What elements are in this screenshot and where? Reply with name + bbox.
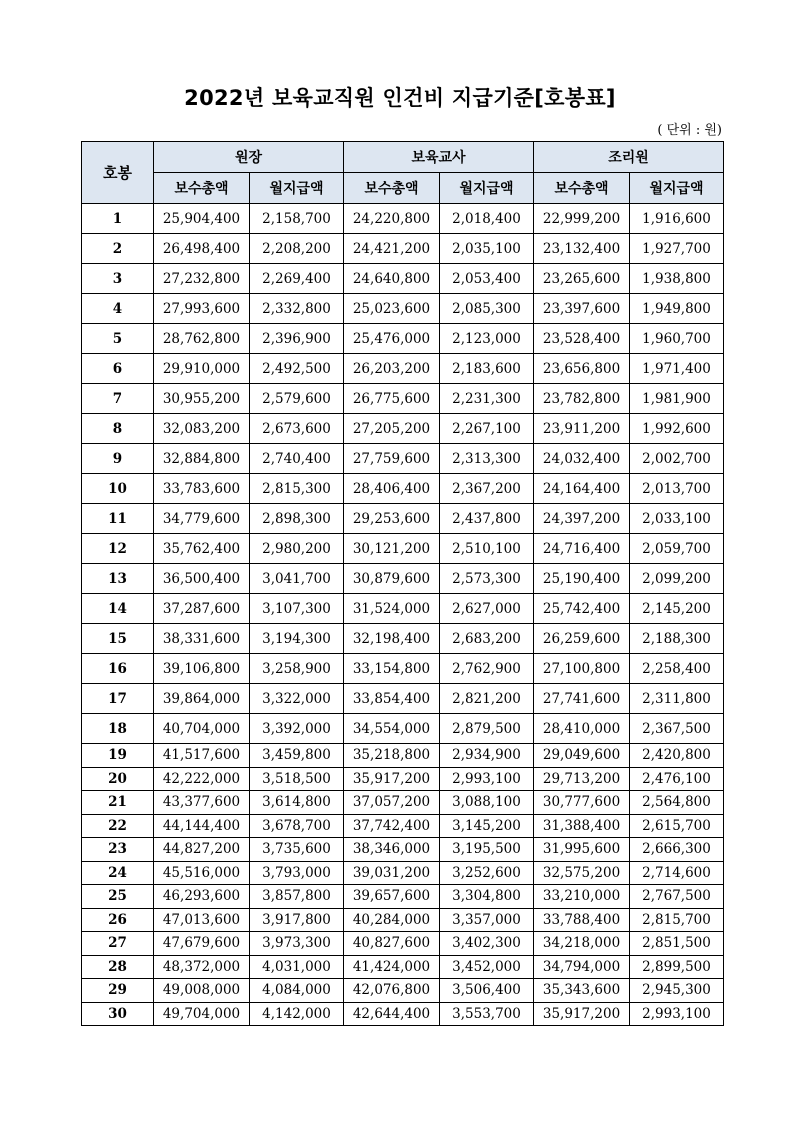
annual-total-cell: 27,741,600 bbox=[534, 684, 630, 714]
header-annual-total: 보수총액 bbox=[154, 173, 250, 204]
step-number-cell: 9 bbox=[82, 444, 154, 474]
monthly-pay-cell: 3,917,800 bbox=[250, 908, 344, 932]
step-number-cell: 5 bbox=[82, 324, 154, 354]
annual-total-cell: 27,232,800 bbox=[154, 264, 250, 294]
table-row bbox=[82, 1002, 724, 1026]
monthly-pay-cell: 2,673,600 bbox=[250, 414, 344, 444]
annual-total-cell: 32,083,200 bbox=[154, 414, 250, 444]
annual-total-cell: 30,879,600 bbox=[344, 564, 440, 594]
monthly-pay-cell: 2,269,400 bbox=[250, 264, 344, 294]
annual-total-cell: 26,498,400 bbox=[154, 234, 250, 264]
table-row bbox=[82, 814, 724, 838]
monthly-pay-cell: 2,683,200 bbox=[440, 624, 534, 654]
salary-step-table bbox=[81, 141, 724, 1026]
table-row bbox=[82, 684, 724, 714]
annual-total-cell: 44,144,400 bbox=[154, 814, 250, 838]
monthly-pay-cell: 3,194,300 bbox=[250, 624, 344, 654]
monthly-pay-cell: 1,938,800 bbox=[630, 264, 724, 294]
monthly-pay-cell: 2,851,500 bbox=[630, 932, 724, 956]
table-row bbox=[82, 767, 724, 791]
step-number-cell: 17 bbox=[82, 684, 154, 714]
monthly-pay-cell: 3,145,200 bbox=[440, 814, 534, 838]
monthly-pay-cell: 2,367,500 bbox=[630, 714, 724, 744]
monthly-pay-cell: 2,059,700 bbox=[630, 534, 724, 564]
monthly-pay-cell: 3,252,600 bbox=[440, 861, 534, 885]
monthly-pay-cell: 2,311,800 bbox=[630, 684, 724, 714]
monthly-pay-cell: 2,085,300 bbox=[440, 294, 534, 324]
monthly-pay-cell: 2,267,100 bbox=[440, 414, 534, 444]
table-row bbox=[82, 444, 724, 474]
monthly-pay-cell: 2,767,500 bbox=[630, 885, 724, 909]
step-number-cell: 6 bbox=[82, 354, 154, 384]
monthly-pay-cell: 2,183,600 bbox=[440, 354, 534, 384]
monthly-pay-cell: 2,145,200 bbox=[630, 594, 724, 624]
monthly-pay-cell: 2,492,500 bbox=[250, 354, 344, 384]
annual-total-cell: 25,742,400 bbox=[534, 594, 630, 624]
header-group-teacher: 보육교사 bbox=[344, 142, 534, 173]
table-row bbox=[82, 594, 724, 624]
annual-total-cell: 26,203,200 bbox=[344, 354, 440, 384]
table-row bbox=[82, 474, 724, 504]
annual-total-cell: 46,293,600 bbox=[154, 885, 250, 909]
monthly-pay-cell: 3,041,700 bbox=[250, 564, 344, 594]
table-row bbox=[82, 354, 724, 384]
monthly-pay-cell: 3,258,900 bbox=[250, 654, 344, 684]
table-row bbox=[82, 294, 724, 324]
monthly-pay-cell: 3,553,700 bbox=[440, 1002, 534, 1026]
monthly-pay-cell: 3,088,100 bbox=[440, 791, 534, 815]
monthly-pay-cell: 2,033,100 bbox=[630, 504, 724, 534]
step-number-cell: 13 bbox=[82, 564, 154, 594]
annual-total-cell: 39,864,000 bbox=[154, 684, 250, 714]
step-number-cell: 18 bbox=[82, 714, 154, 744]
table-row bbox=[82, 955, 724, 979]
annual-total-cell: 23,656,800 bbox=[534, 354, 630, 384]
annual-total-cell: 29,049,600 bbox=[534, 744, 630, 768]
step-number-cell: 4 bbox=[82, 294, 154, 324]
monthly-pay-cell: 2,099,200 bbox=[630, 564, 724, 594]
annual-total-cell: 23,911,200 bbox=[534, 414, 630, 444]
annual-total-cell: 24,640,800 bbox=[344, 264, 440, 294]
table-row bbox=[82, 324, 724, 354]
monthly-pay-cell: 3,614,800 bbox=[250, 791, 344, 815]
annual-total-cell: 47,013,600 bbox=[154, 908, 250, 932]
table-row bbox=[82, 744, 724, 768]
annual-total-cell: 23,132,400 bbox=[534, 234, 630, 264]
monthly-pay-cell: 4,084,000 bbox=[250, 979, 344, 1003]
step-number-cell: 14 bbox=[82, 594, 154, 624]
monthly-pay-cell: 2,313,300 bbox=[440, 444, 534, 474]
table-row bbox=[82, 979, 724, 1003]
annual-total-cell: 48,372,000 bbox=[154, 955, 250, 979]
monthly-pay-cell: 3,678,700 bbox=[250, 814, 344, 838]
monthly-pay-cell: 2,898,300 bbox=[250, 504, 344, 534]
annual-total-cell: 40,827,600 bbox=[344, 932, 440, 956]
monthly-pay-cell: 2,564,800 bbox=[630, 791, 724, 815]
annual-total-cell: 49,704,000 bbox=[154, 1002, 250, 1026]
annual-total-cell: 31,524,000 bbox=[344, 594, 440, 624]
monthly-pay-cell: 2,396,900 bbox=[250, 324, 344, 354]
monthly-pay-cell: 1,927,700 bbox=[630, 234, 724, 264]
monthly-pay-cell: 3,459,800 bbox=[250, 744, 344, 768]
annual-total-cell: 29,910,000 bbox=[154, 354, 250, 384]
annual-total-cell: 34,779,600 bbox=[154, 504, 250, 534]
annual-total-cell: 43,377,600 bbox=[154, 791, 250, 815]
monthly-pay-cell: 3,304,800 bbox=[440, 885, 534, 909]
annual-total-cell: 38,346,000 bbox=[344, 838, 440, 862]
monthly-pay-cell: 2,188,300 bbox=[630, 624, 724, 654]
annual-total-cell: 39,031,200 bbox=[344, 861, 440, 885]
monthly-pay-cell: 3,452,000 bbox=[440, 955, 534, 979]
annual-total-cell: 27,993,600 bbox=[154, 294, 250, 324]
annual-total-cell: 33,210,000 bbox=[534, 885, 630, 909]
annual-total-cell: 31,995,600 bbox=[534, 838, 630, 862]
annual-total-cell: 27,100,800 bbox=[534, 654, 630, 684]
annual-total-cell: 23,265,600 bbox=[534, 264, 630, 294]
monthly-pay-cell: 2,993,100 bbox=[630, 1002, 724, 1026]
step-number-cell: 25 bbox=[82, 885, 154, 909]
monthly-pay-cell: 2,158,700 bbox=[250, 204, 344, 234]
annual-total-cell: 28,406,400 bbox=[344, 474, 440, 504]
header-row-sub bbox=[82, 173, 724, 204]
monthly-pay-cell: 2,208,200 bbox=[250, 234, 344, 264]
monthly-pay-cell: 1,981,900 bbox=[630, 384, 724, 414]
table-row bbox=[82, 564, 724, 594]
table-row bbox=[82, 791, 724, 815]
monthly-pay-cell: 3,392,000 bbox=[250, 714, 344, 744]
annual-total-cell: 29,253,600 bbox=[344, 504, 440, 534]
monthly-pay-cell: 2,053,400 bbox=[440, 264, 534, 294]
monthly-pay-cell: 2,476,100 bbox=[630, 767, 724, 791]
monthly-pay-cell: 3,506,400 bbox=[440, 979, 534, 1003]
header-annual-total: 보수총액 bbox=[534, 173, 630, 204]
annual-total-cell: 29,713,200 bbox=[534, 767, 630, 791]
monthly-pay-cell: 2,615,700 bbox=[630, 814, 724, 838]
monthly-pay-cell: 2,123,000 bbox=[440, 324, 534, 354]
table-body bbox=[82, 204, 724, 1026]
monthly-pay-cell: 2,815,700 bbox=[630, 908, 724, 932]
monthly-pay-cell: 2,899,500 bbox=[630, 955, 724, 979]
table-row bbox=[82, 714, 724, 744]
step-number-cell: 29 bbox=[82, 979, 154, 1003]
annual-total-cell: 34,218,000 bbox=[534, 932, 630, 956]
monthly-pay-cell: 2,258,400 bbox=[630, 654, 724, 684]
step-number-cell: 12 bbox=[82, 534, 154, 564]
header-group-cook: 조리원 bbox=[534, 142, 724, 173]
monthly-pay-cell: 2,231,300 bbox=[440, 384, 534, 414]
monthly-pay-cell: 2,815,300 bbox=[250, 474, 344, 504]
header-row-groups bbox=[82, 142, 724, 173]
table-row bbox=[82, 414, 724, 444]
step-number-cell: 8 bbox=[82, 414, 154, 444]
monthly-pay-cell: 2,367,200 bbox=[440, 474, 534, 504]
monthly-pay-cell: 4,031,000 bbox=[250, 955, 344, 979]
monthly-pay-cell: 3,973,300 bbox=[250, 932, 344, 956]
annual-total-cell: 33,854,400 bbox=[344, 684, 440, 714]
annual-total-cell: 39,657,600 bbox=[344, 885, 440, 909]
table-row bbox=[82, 654, 724, 684]
annual-total-cell: 23,528,400 bbox=[534, 324, 630, 354]
header-monthly-pay: 월지급액 bbox=[250, 173, 344, 204]
annual-total-cell: 31,388,400 bbox=[534, 814, 630, 838]
table-row bbox=[82, 264, 724, 294]
monthly-pay-cell: 3,402,300 bbox=[440, 932, 534, 956]
annual-total-cell: 30,121,200 bbox=[344, 534, 440, 564]
header-annual-total: 보수총액 bbox=[344, 173, 440, 204]
monthly-pay-cell: 2,332,800 bbox=[250, 294, 344, 324]
annual-total-cell: 23,397,600 bbox=[534, 294, 630, 324]
annual-total-cell: 35,917,200 bbox=[534, 1002, 630, 1026]
annual-total-cell: 24,164,400 bbox=[534, 474, 630, 504]
annual-total-cell: 30,777,600 bbox=[534, 791, 630, 815]
annual-total-cell: 25,190,400 bbox=[534, 564, 630, 594]
monthly-pay-cell: 2,573,300 bbox=[440, 564, 534, 594]
monthly-pay-cell: 3,793,000 bbox=[250, 861, 344, 885]
annual-total-cell: 44,827,200 bbox=[154, 838, 250, 862]
annual-total-cell: 47,679,600 bbox=[154, 932, 250, 956]
annual-total-cell: 35,343,600 bbox=[534, 979, 630, 1003]
step-number-cell: 1 bbox=[82, 204, 154, 234]
annual-total-cell: 35,917,200 bbox=[344, 767, 440, 791]
step-number-cell: 3 bbox=[82, 264, 154, 294]
step-number-cell: 2 bbox=[82, 234, 154, 264]
table-row bbox=[82, 885, 724, 909]
monthly-pay-cell: 2,018,400 bbox=[440, 204, 534, 234]
monthly-pay-cell: 1,992,600 bbox=[630, 414, 724, 444]
annual-total-cell: 34,554,000 bbox=[344, 714, 440, 744]
annual-total-cell: 26,775,600 bbox=[344, 384, 440, 414]
step-number-cell: 20 bbox=[82, 767, 154, 791]
page-title: 2022년 보육교직원 인건비 지급기준[호봉표] bbox=[184, 86, 616, 110]
annual-total-cell: 39,106,800 bbox=[154, 654, 250, 684]
annual-total-cell: 30,955,200 bbox=[154, 384, 250, 414]
monthly-pay-cell: 3,357,000 bbox=[440, 908, 534, 932]
monthly-pay-cell: 2,579,600 bbox=[250, 384, 344, 414]
table-row bbox=[82, 838, 724, 862]
table-row bbox=[82, 534, 724, 564]
annual-total-cell: 24,421,200 bbox=[344, 234, 440, 264]
table-row bbox=[82, 624, 724, 654]
step-number-cell: 7 bbox=[82, 384, 154, 414]
monthly-pay-cell: 4,142,000 bbox=[250, 1002, 344, 1026]
annual-total-cell: 22,999,200 bbox=[534, 204, 630, 234]
table-row bbox=[82, 908, 724, 932]
monthly-pay-cell: 2,013,700 bbox=[630, 474, 724, 504]
monthly-pay-cell: 2,714,600 bbox=[630, 861, 724, 885]
annual-total-cell: 23,782,800 bbox=[534, 384, 630, 414]
annual-total-cell: 42,644,400 bbox=[344, 1002, 440, 1026]
monthly-pay-cell: 3,107,300 bbox=[250, 594, 344, 624]
monthly-pay-cell: 1,960,700 bbox=[630, 324, 724, 354]
annual-total-cell: 42,076,800 bbox=[344, 979, 440, 1003]
monthly-pay-cell: 2,945,300 bbox=[630, 979, 724, 1003]
annual-total-cell: 24,220,800 bbox=[344, 204, 440, 234]
step-number-cell: 30 bbox=[82, 1002, 154, 1026]
annual-total-cell: 24,032,400 bbox=[534, 444, 630, 474]
annual-total-cell: 28,762,800 bbox=[154, 324, 250, 354]
monthly-pay-cell: 2,740,400 bbox=[250, 444, 344, 474]
table-row bbox=[82, 504, 724, 534]
header-step: 호봉 bbox=[82, 142, 154, 204]
annual-total-cell: 45,516,000 bbox=[154, 861, 250, 885]
monthly-pay-cell: 3,322,000 bbox=[250, 684, 344, 714]
annual-total-cell: 40,704,000 bbox=[154, 714, 250, 744]
step-number-cell: 19 bbox=[82, 744, 154, 768]
step-number-cell: 28 bbox=[82, 955, 154, 979]
step-number-cell: 15 bbox=[82, 624, 154, 654]
monthly-pay-cell: 2,821,200 bbox=[440, 684, 534, 714]
annual-total-cell: 49,008,000 bbox=[154, 979, 250, 1003]
monthly-pay-cell: 3,195,500 bbox=[440, 838, 534, 862]
annual-total-cell: 37,742,400 bbox=[344, 814, 440, 838]
annual-total-cell: 42,222,000 bbox=[154, 767, 250, 791]
annual-total-cell: 37,287,600 bbox=[154, 594, 250, 624]
annual-total-cell: 24,397,200 bbox=[534, 504, 630, 534]
monthly-pay-cell: 2,762,900 bbox=[440, 654, 534, 684]
annual-total-cell: 25,476,000 bbox=[344, 324, 440, 354]
annual-total-cell: 32,884,800 bbox=[154, 444, 250, 474]
annual-total-cell: 35,762,400 bbox=[154, 534, 250, 564]
step-number-cell: 11 bbox=[82, 504, 154, 534]
annual-total-cell: 28,410,000 bbox=[534, 714, 630, 744]
annual-total-cell: 40,284,000 bbox=[344, 908, 440, 932]
monthly-pay-cell: 1,971,400 bbox=[630, 354, 724, 384]
annual-total-cell: 32,575,200 bbox=[534, 861, 630, 885]
unit-label: ( 단위 : 원) bbox=[657, 123, 722, 138]
monthly-pay-cell: 1,916,600 bbox=[630, 204, 724, 234]
table-row bbox=[82, 204, 724, 234]
monthly-pay-cell: 1,949,800 bbox=[630, 294, 724, 324]
monthly-pay-cell: 3,735,600 bbox=[250, 838, 344, 862]
annual-total-cell: 35,218,800 bbox=[344, 744, 440, 768]
table-row bbox=[82, 932, 724, 956]
monthly-pay-cell: 2,993,100 bbox=[440, 767, 534, 791]
annual-total-cell: 36,500,400 bbox=[154, 564, 250, 594]
annual-total-cell: 26,259,600 bbox=[534, 624, 630, 654]
table-row bbox=[82, 384, 724, 414]
annual-total-cell: 33,788,400 bbox=[534, 908, 630, 932]
monthly-pay-cell: 2,666,300 bbox=[630, 838, 724, 862]
annual-total-cell: 37,057,200 bbox=[344, 791, 440, 815]
monthly-pay-cell: 2,420,800 bbox=[630, 744, 724, 768]
step-number-cell: 23 bbox=[82, 838, 154, 862]
header-monthly-pay: 월지급액 bbox=[630, 173, 724, 204]
monthly-pay-cell: 2,002,700 bbox=[630, 444, 724, 474]
annual-total-cell: 25,023,600 bbox=[344, 294, 440, 324]
annual-total-cell: 41,424,000 bbox=[344, 955, 440, 979]
monthly-pay-cell: 3,857,800 bbox=[250, 885, 344, 909]
monthly-pay-cell: 2,437,800 bbox=[440, 504, 534, 534]
annual-total-cell: 25,904,400 bbox=[154, 204, 250, 234]
monthly-pay-cell: 2,035,100 bbox=[440, 234, 534, 264]
annual-total-cell: 27,205,200 bbox=[344, 414, 440, 444]
step-number-cell: 22 bbox=[82, 814, 154, 838]
annual-total-cell: 34,794,000 bbox=[534, 955, 630, 979]
step-number-cell: 27 bbox=[82, 932, 154, 956]
annual-total-cell: 27,759,600 bbox=[344, 444, 440, 474]
monthly-pay-cell: 2,980,200 bbox=[250, 534, 344, 564]
monthly-pay-cell: 2,934,900 bbox=[440, 744, 534, 768]
step-number-cell: 24 bbox=[82, 861, 154, 885]
monthly-pay-cell: 2,879,500 bbox=[440, 714, 534, 744]
annual-total-cell: 41,517,600 bbox=[154, 744, 250, 768]
annual-total-cell: 38,331,600 bbox=[154, 624, 250, 654]
step-number-cell: 26 bbox=[82, 908, 154, 932]
step-number-cell: 10 bbox=[82, 474, 154, 504]
step-number-cell: 21 bbox=[82, 791, 154, 815]
annual-total-cell: 33,154,800 bbox=[344, 654, 440, 684]
annual-total-cell: 32,198,400 bbox=[344, 624, 440, 654]
monthly-pay-cell: 2,510,100 bbox=[440, 534, 534, 564]
header-monthly-pay: 월지급액 bbox=[440, 173, 534, 204]
monthly-pay-cell: 3,518,500 bbox=[250, 767, 344, 791]
header-group-director: 원장 bbox=[154, 142, 344, 173]
table-row bbox=[82, 861, 724, 885]
table-row bbox=[82, 234, 724, 264]
step-number-cell: 16 bbox=[82, 654, 154, 684]
monthly-pay-cell: 2,627,000 bbox=[440, 594, 534, 624]
annual-total-cell: 33,783,600 bbox=[154, 474, 250, 504]
annual-total-cell: 24,716,400 bbox=[534, 534, 630, 564]
